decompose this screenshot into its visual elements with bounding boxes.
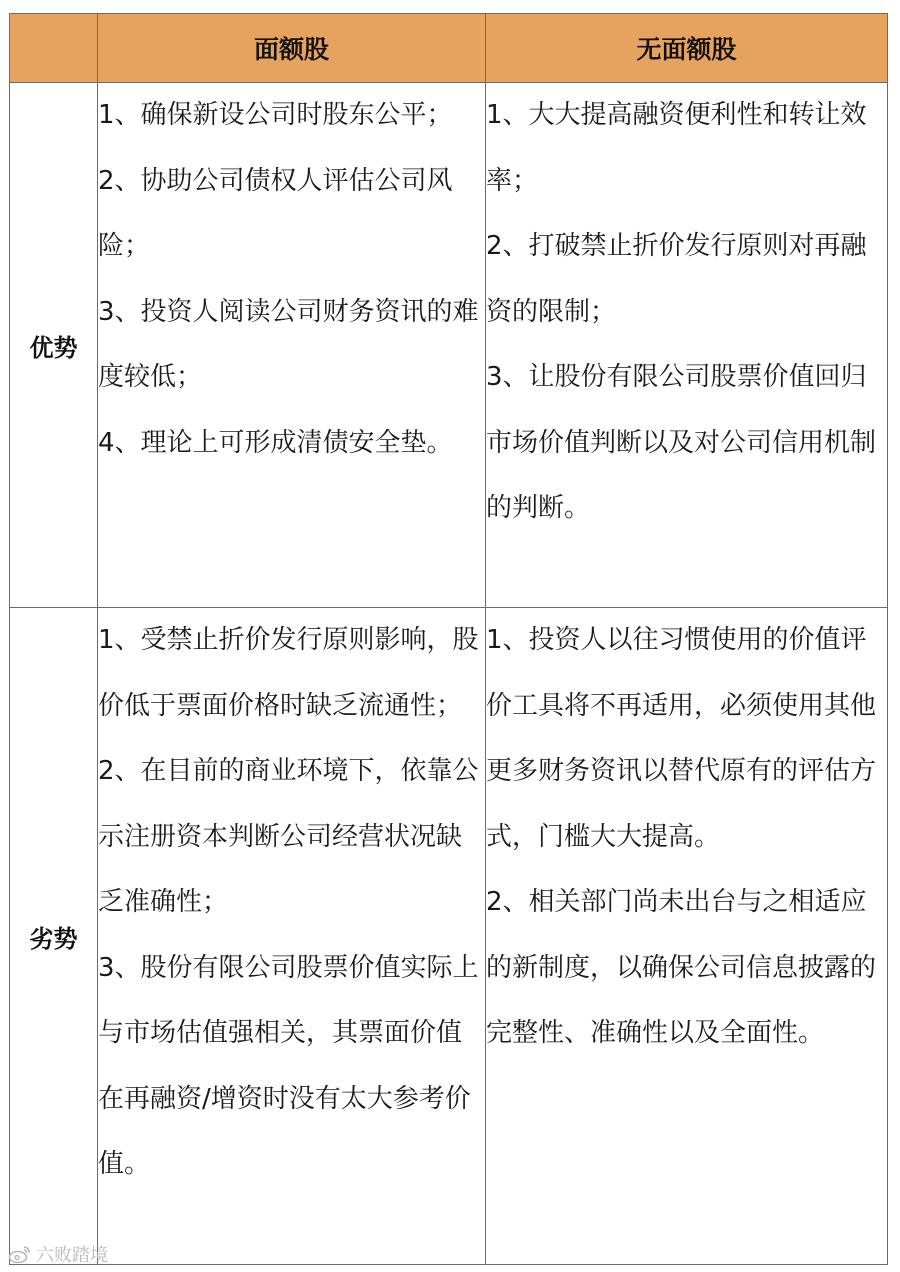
- header-corner: [10, 14, 98, 83]
- row-label-advantages: 优势: [10, 83, 98, 608]
- header-par-value-shares: 面额股: [98, 14, 486, 83]
- advantages-no-par-cell: [486, 83, 888, 608]
- list-item: 4、理论上可形成清债安全垫。: [98, 427, 453, 458]
- weibo-logo-icon: [8, 1244, 32, 1264]
- list-item: 3、让股份有限公司股票价值回归市场价值判断以及对公司信用机制的判断。: [486, 362, 877, 523]
- list-item: 2、在目前的商业环境下，依靠公示注册资本判断公司经营状况缺乏准确性；: [98, 756, 479, 917]
- list-item: 3、股份有限公司股票价值实际上与市场估值强相关，其票面价值在再融资/增资时没有太大参考价值。: [98, 952, 479, 1179]
- disadvantages-row: [10, 608, 888, 1265]
- disadvantages-no-par-cell: [486, 608, 888, 1265]
- watermark-text: 六败踏境: [36, 1245, 108, 1266]
- row-label-disadvantages: 劣势: [10, 608, 98, 1265]
- comparison-table: [9, 13, 888, 1265]
- list-item: 2、协助公司债权人评估公司风险；: [98, 165, 453, 261]
- list-item: 2、打破禁止折价发行原则对再融资的限制；: [486, 231, 867, 327]
- advantages-par-cell: [98, 83, 486, 608]
- list-item: 1、受禁止折价发行原则影响，股价低于票面价格时缺乏流通性；: [98, 625, 479, 721]
- list-item: 3、投资人阅读公司财务资讯的难度较低；: [98, 296, 479, 392]
- disadvantages-par-cell: [98, 608, 486, 1265]
- list-item: 1、大大提高融资便利性和转让效率；: [486, 100, 867, 196]
- watermark: [8, 1241, 108, 1267]
- list-item: 2、相关部门尚未出台与之相适应的新制度，以确保公司信息披露的完整性、准确性以及全面性。: [486, 887, 877, 1048]
- list-item: 1、确保新设公司时股东公平；: [98, 100, 453, 130]
- list-item: 1、投资人以往习惯使用的价值评价工具将不再适用，必须使用其他更多财务资讯以替代原有的评估方式，门槛大大提高。: [486, 625, 877, 852]
- advantages-row: [10, 83, 888, 608]
- header-row: [10, 14, 888, 83]
- header-no-par-value-shares: 无面额股: [486, 14, 888, 83]
